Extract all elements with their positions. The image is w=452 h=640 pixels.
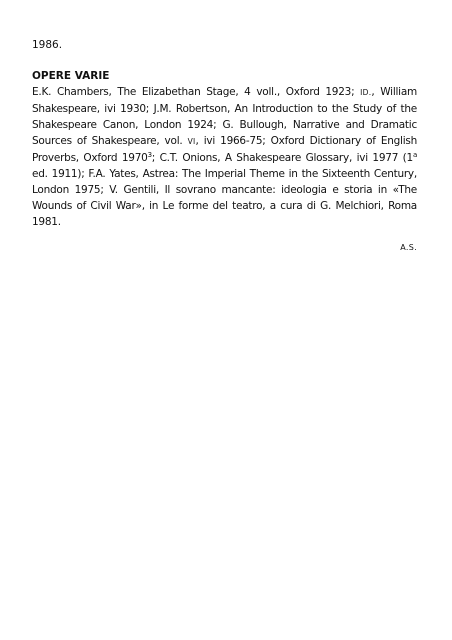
volume-numeral: VI — [187, 137, 196, 146]
bibliography-text-1: E.K. Chambers, The Elizabethan Stage, 4 voll., Oxford 1923; — [32, 86, 361, 98]
year-line: 1986. — [32, 39, 63, 51]
first-edition-superscript: a — [412, 151, 417, 159]
author-initials: A.S. — [400, 243, 417, 252]
bibliography-text-4: ; C.T. Onions, A Shakespeare Glossary, ivi 1977 (1 — [151, 152, 413, 164]
bibliography-paragraph — [32, 84, 417, 230]
bibliography-text-3: , ivi 1966-75; Oxford Dictionary of English Proverbs, Oxford 1970 — [32, 135, 418, 164]
edition-superscript: 3 — [147, 151, 152, 159]
ibidem-abbreviation: ID. — [360, 88, 372, 97]
bibliography-text-5: ed. 1911); F.A. Yates, Astrea: The Imperial Theme in the Sixteenth Century, London 1975; V. Gentili, Il sovrano mancante: ideologia e storia in «The Wounds of Civil War», in Le forme del teatro, a cura di G. Melchiori, Roma 1981. — [32, 168, 417, 228]
document-page — [32, 38, 417, 252]
bibliography-text-2: , William Shakespeare, ivi 1930; J.M. Robertson, An Introduction to the Study of the Shakespeare Canon, London 1924; G. Bullough, Narrative and Dramatic Sources of Shakespeare, vol. — [32, 86, 417, 147]
section-heading: OPERE VARIE — [32, 70, 110, 82]
